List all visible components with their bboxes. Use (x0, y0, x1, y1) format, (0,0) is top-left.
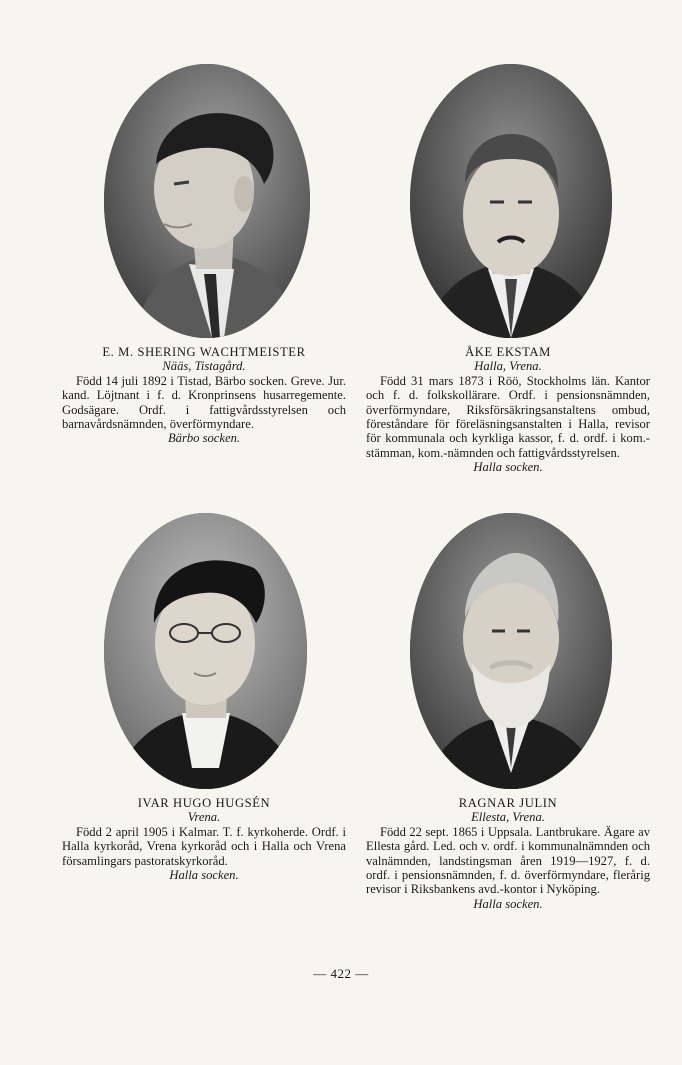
person-name: RAGNAR JULIN (458, 796, 558, 810)
entry-wachtmeister (62, 345, 346, 446)
portrait-hugsen-image (104, 513, 307, 789)
person-residence: Halla, Vrena. (474, 359, 542, 374)
portrait-wachtmeister-image (104, 64, 310, 338)
person-name: E. M. SHERING WACHTMEISTER (102, 345, 306, 359)
portrait-hugsen (104, 513, 307, 789)
person-biography: Född 2 april 1905 i Kalmar. T. f. kyrkoherde. Ordf. i Halla kyrkoråd, Vrena kyrkoråd och i Halla och Vrena församlingars pastoratskyrkoråd. (62, 824, 346, 868)
portrait-ekstam (410, 64, 612, 338)
page-number: — 422 — (313, 966, 369, 981)
portrait-julin-image (410, 513, 612, 789)
person-residence: Vrena. (187, 810, 221, 825)
entry-hugsen (62, 796, 346, 882)
person-parish: Halla socken. (473, 460, 543, 475)
person-biography: Född 31 mars 1873 i Röö, Stockholms län. Kantor och f. d. folkskollärare. Ordf. i pensionsnämnden, överförmyndare, Riksförsäkringsanstaltens ombud, föreståndare för föreläsningsanstalten i Halla, revisor för kommunala och kyrkliga kassor, f. d. ordf. i kom.-stämman, kom.-nämnden och fattigvårdsstyrelsen. (366, 373, 650, 460)
portrait-julin (410, 513, 612, 789)
portrait-ekstam-image (410, 64, 612, 338)
person-parish: Bärbo socken. (167, 431, 241, 446)
person-parish: Halla socken. (473, 896, 543, 911)
person-residence: Ellesta, Vrena. (471, 810, 545, 825)
person-residence: Nääs, Tistagård. (162, 359, 246, 374)
person-biography: Född 14 juli 1892 i Tistad, Bärbo socken. Greve. Jur. kand. Löjtnant i f. d. Kronprinsens husarregemente. Godsägare. Ordf. i fattigvårdsstyrelsen och barnavårdsnämnden, överförmyndare. (62, 373, 346, 432)
person-name: IVAR HUGO HUGSÉN (137, 796, 271, 810)
person-parish: Halla socken. (169, 868, 239, 883)
entry-julin (366, 796, 650, 911)
entry-ekstam (366, 345, 650, 475)
portrait-wachtmeister (104, 64, 310, 338)
person-name: ÅKE EKSTAM (465, 345, 551, 359)
person-biography: Född 22 sept. 1865 i Uppsala. Lantbrukare. Ägare av Ellesta gård. Led. och v. ordf. i kommunalnämnden och valnämnden, landstingsman åren 1919—1927, f. d. ordf. i pensionsnämnden, f. d. överförmyndare, flerårig revisor i Riksbankens avd.-kontor i Nyköping. (366, 824, 650, 897)
